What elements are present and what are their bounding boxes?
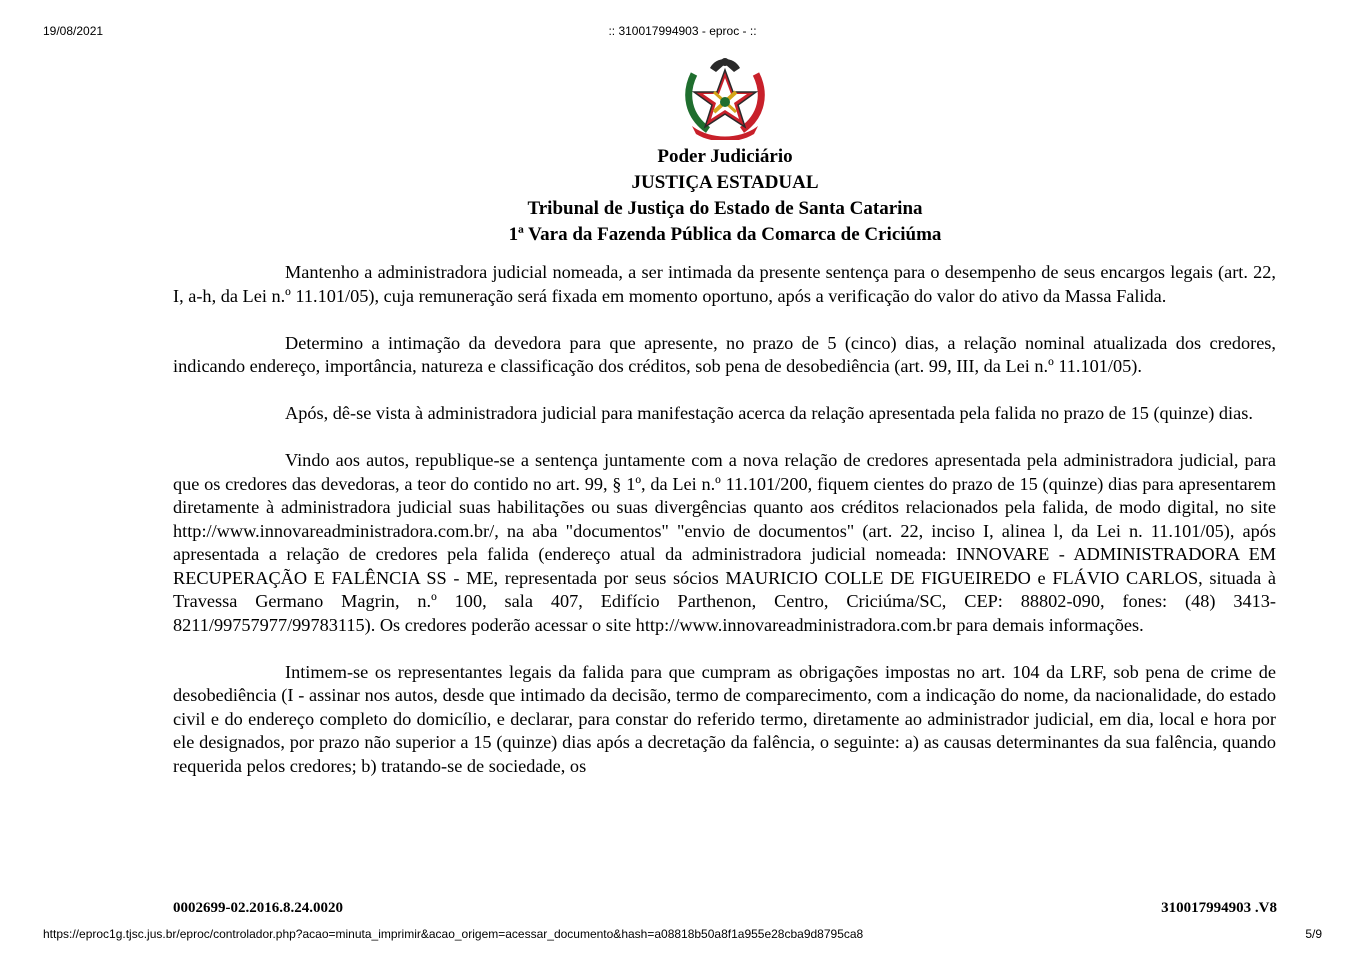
paragraph: Determino a intimação da devedora para que apresente, no prazo de 5 (cinco) dias, a relação nominal atualizada dos credores, indicando endereço, importância, natureza e classificação dos créditos, sob pena de desobediência (art. 99, III, da Lei n.º 11.101/05). [173,332,1276,376]
heading-line-1: Poder Judiciário [657,146,793,167]
document-body [173,261,1276,778]
paragraph: Vindo aos autos, republique-se a sentença juntamente com a nova relação de credores apresentada pela administradora judicial, para que os credores das devedoras, a teor do contido no art. 99, § 1º, da Lei n.º 11.101/200, fiquem cientes do prazo de 15 (quinze) dias para apresentarem diretamente à administradora judicial suas habilitações ou suas divergências quanto aos créditos relacionados pela falida, de modo digital, no site http://www.innovareadministradora.com.br/, na aba "documentos" "envio de documentos" (art. 22, inciso I, alinea l, da Lei n. 11.101/05), após apresentada a relação de credores pela falida (endereço atual da administradora judicial nomeada: INNOVARE - ADMINISTRADORA EM RECUPERAÇÃO E FALÊNCIA SS - ME, representada por seus sócios MAURICIO COLLE DE FIGUEIREDO e FLÁVIO CARLOS, situada à Travessa Germano Magrin, n.º 100, sala 407, Edifício Parthenon, Centro, Criciúma/SC, CEP: 88802-090, fones: (48) 3413-8211/99757977/99783115). Os credores poderão acessar o site http://www.innovareadministradora.com.br para demais informações. [173,450,1276,635]
print-date: 19/08/2021 [43,24,104,38]
paragraph: Mantenho a administradora judicial nomeada, a ser intimada da presente sentença para o desempenho de seus encargos legais (art. 22, I, a-h, da Lei n.º 11.101/05), cuja remuneração será fixada em momento oportuno, após a verificação do valor do ativo da Massa Falida. [173,262,1276,306]
santa-catarina-coat-of-arms-icon [680,54,770,140]
heading-line-4: 1ª Vara da Fazenda Pública da Comarca de Criciúma [508,224,942,245]
document-id: 310017994903 .V8 [1161,900,1277,916]
document-heading [0,144,1365,248]
process-number: 0002699-02.2016.8.24.0020 [173,900,343,916]
heading-line-2: JUSTIÇA ESTADUAL [631,172,819,193]
heading-line-3: Tribunal de Justiça do Estado de Santa Catarina [527,198,923,219]
paragraph: Após, dê-se vista à administradora judicial para manifestação acerca da relação apresentada pela falida no prazo de 15 (quinze) dias. [285,403,1253,423]
print-title: :: 310017994903 - eproc - :: [608,24,757,38]
page-number: 5/9 [1305,927,1322,941]
print-url: https://eproc1g.tjsc.jus.br/eproc/controlador.php?acao=minuta_imprimir&acao_origem=acessar_documento&hash=a08818b50a8f1a955e28cba9d8795ca8 [43,927,864,941]
paragraph: Intimem-se os representantes legais da falida para que cumpram as obrigações impostas no art. 104 da LRF, sob pena de crime de desobediência (I - assinar nos autos, desde que intimado da decisão, termo de comparecimento, com a indicação do nome, da nacionalidade, do estado civil e do endereço completo do domicílio, e declarar, para constar do referido termo, diretamente ao administrador judicial, em dia, local e hora por ele designados, por prazo não superior a 15 (quinze) dias após a decretação da falência, o seguinte: a) as causas determinantes da sua falência, quando requerida pelos credores; b) tratando-se de sociedade, os [173,661,1276,776]
